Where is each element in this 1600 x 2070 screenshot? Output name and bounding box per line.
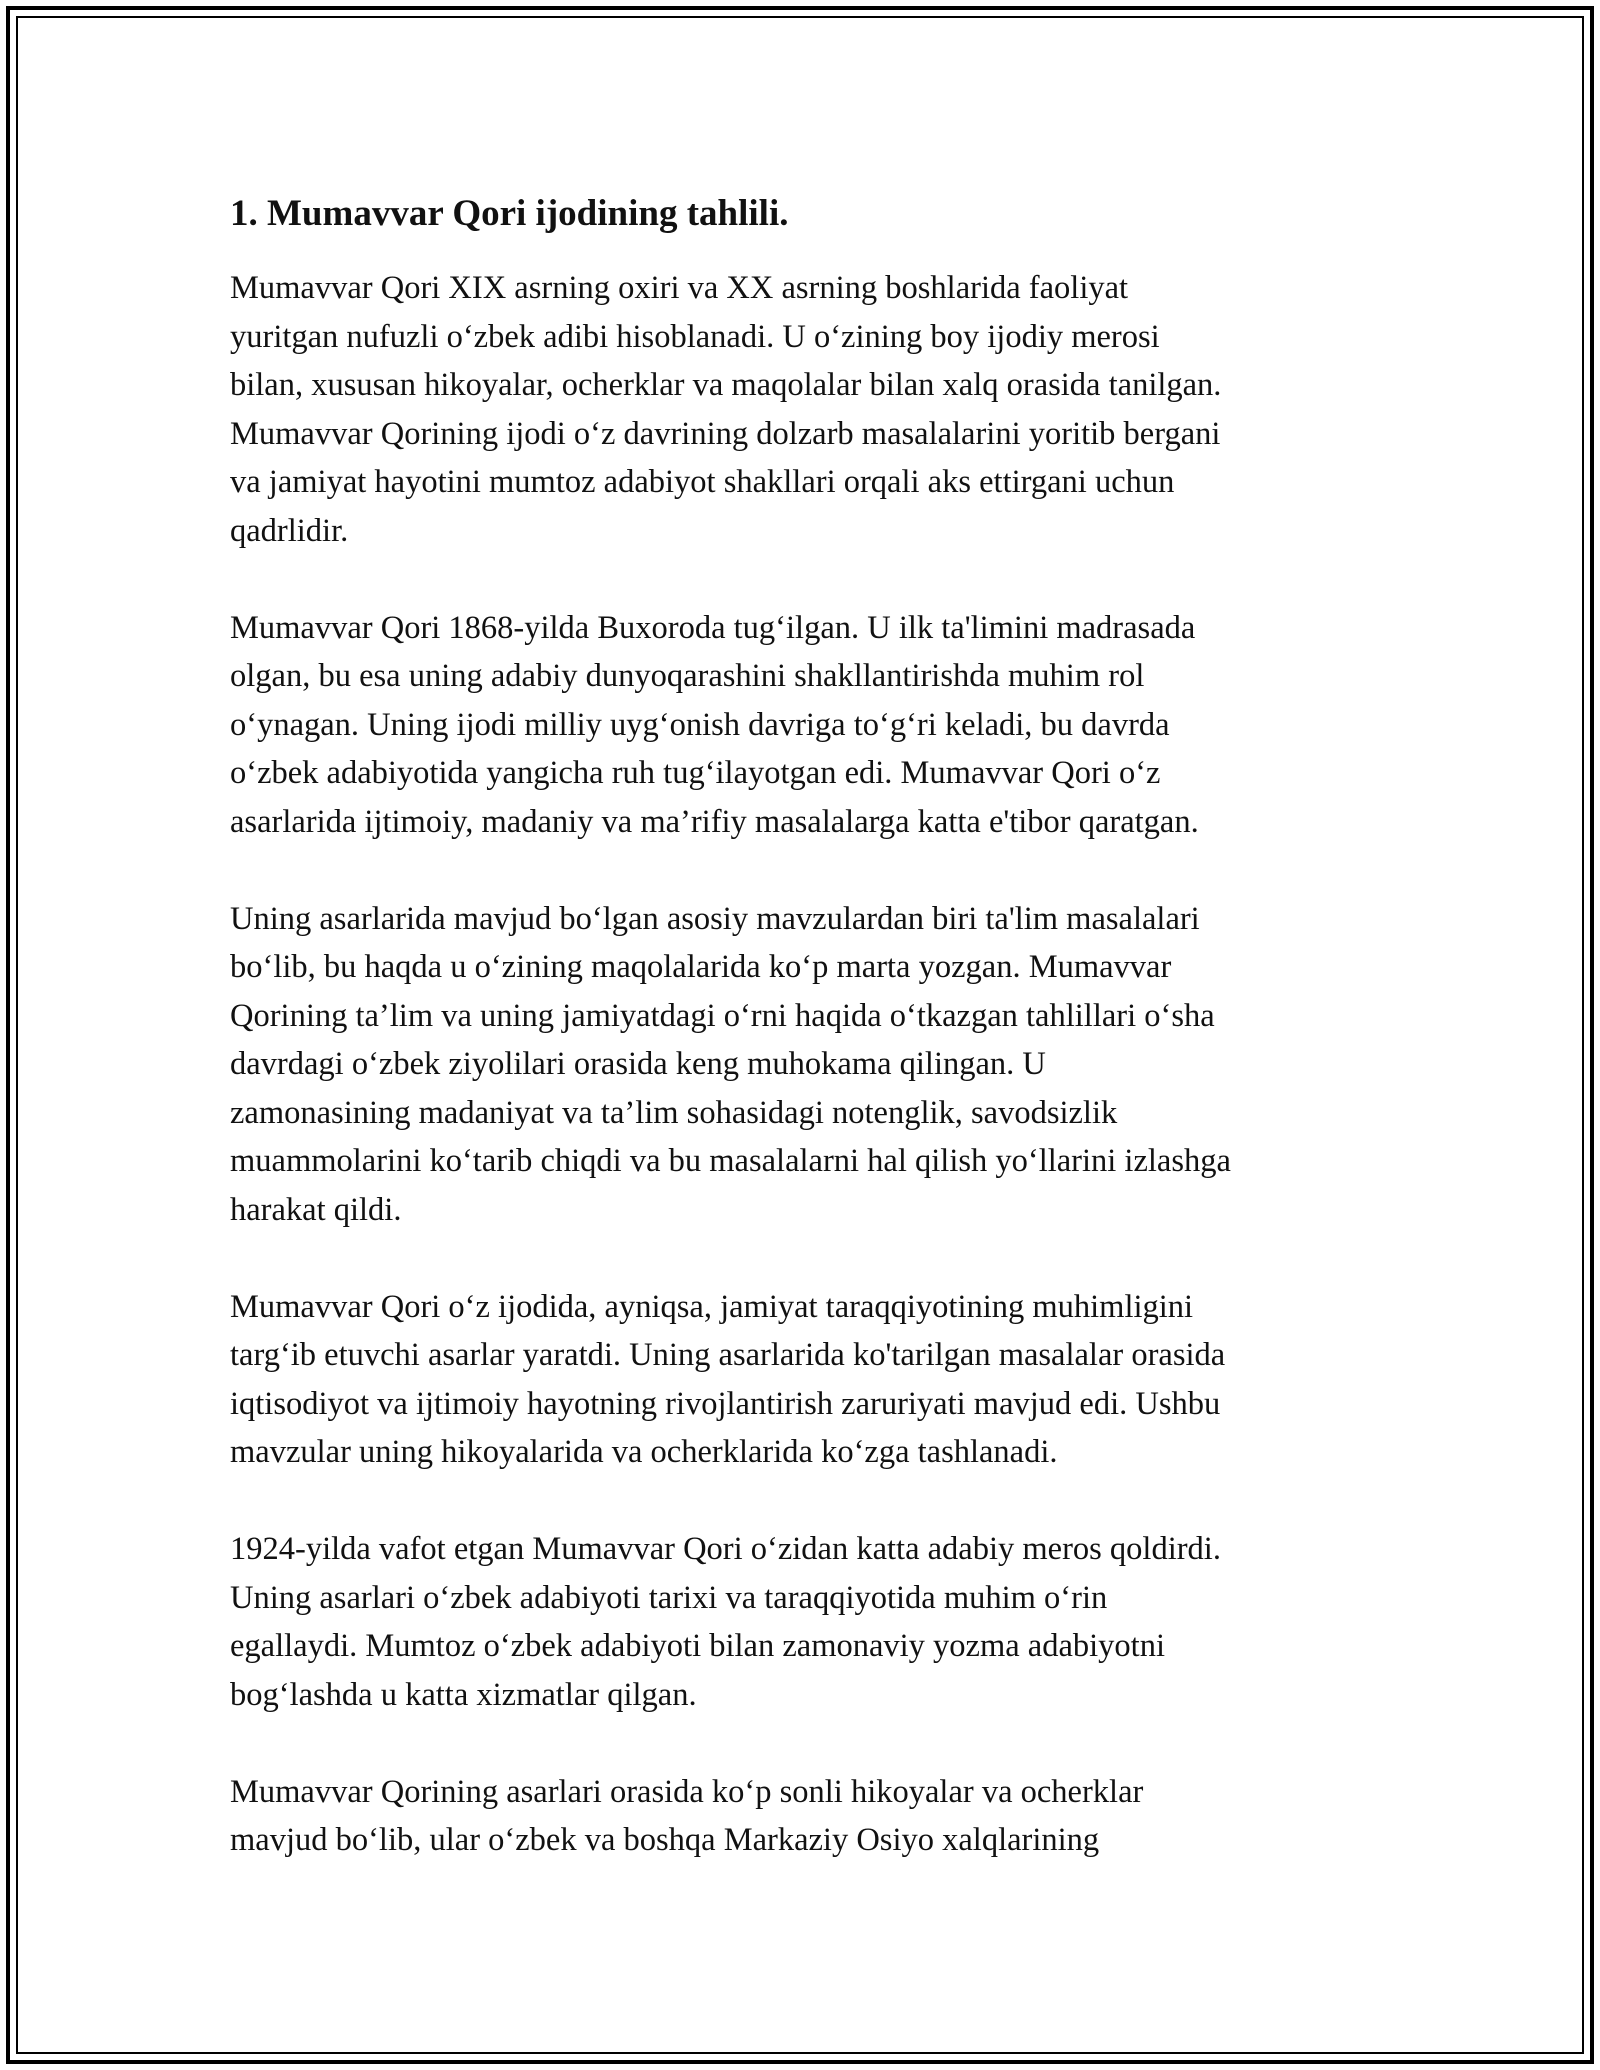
paragraph-3: Uning asarlarida mavjud bo‘lgan asosiy mavzulardan biri ta'lim masalalari bo‘lib, bu haqda u o‘zining maqolalarida ko‘p marta yozgan. Mumavvar Qorining ta’lim va uning jamiyatdagi o‘rni haqida o‘tkazgan tahlillari o‘sha davrdagi o‘zbek ziyolilari orasida keng muhokama qilingan. U zamonasining madaniyat va ta’lim sohasidagi notenglik, savodsizlik muammolarini ko‘tarib chiqdi va bu masalalarni hal qilish yo‘llarini izlashga harakat qildi. xyxy=(230,900,1231,1228)
paragraph-5: 1924-yilda vafot etgan Mumavvar Qori o‘zidan katta adabiy meros qoldirdi. Uning asarlari o‘zbek adabiyoti tarixi va taraqqiyotida muhim o‘rin egallaydi. Mumtoz o‘zbek adabiyoti bilan zamonaviy yozma adabiyotni bog‘lashda u katta xizmatlar qilgan. xyxy=(230,1531,1221,1713)
paragraph-1: Mumavvar Qori XIX asrning oxiri va XX asrning boshlarida faoliyat yuritgan nufuzli o‘zbek adibi hisoblanadi. U o‘zining boy ijodiy merosi bilan, xususan hikoyalar, ocherklar va maqolalar bilan xalq orasida tanilgan. Mumavvar Qorining ijodi o‘z davrining dolzarb masalalarini yoritib bergani va jamiyat hayotini mumtoz adabiyot shakllari orqali aks ettirgani uchun qadrlidir. xyxy=(230,270,1222,549)
paragraph-2: Mumavvar Qori 1868-yilda Buxoroda tug‘ilgan. U ilk ta'limini madrasada olgan, bu esa uning adabiy dunyoqarashini shakllantirishda muhim rol o‘ynagan. Uning ijodi milliy uyg‘onish davriga to‘g‘ri keladi, bu davrda o‘zbek adabiyotida yangicha ruh tug‘ilayotgan edi. Mumavvar Qori o‘z asarlarida ijtimoiy, madaniy va ma’rifiy masalalarga katta e'tibor qaratgan. xyxy=(230,609,1199,840)
document-body xyxy=(230,188,1390,1913)
paragraph-6: Mumavvar Qorining asarlari orasida ko‘p sonli hikoyalar va ocherklar mavjud bo‘lib, ular o‘zbek va boshqa Markaziy Osiyo xalqlarining xyxy=(230,1773,1144,1858)
section-heading: 1. Mumavvar Qori ijodining tahlili. xyxy=(230,193,789,234)
paragraph-4: Mumavvar Qori o‘z ijodida, ayniqsa, jamiyat taraqqiyotining muhimligini targ‘ib etuvchi asarlar yaratdi. Uning asarlarida ko'tarilgan masalalar orasida iqtisodiyot va ijtimoiy hayotning rivojlantirish zaruriyati mavjud edi. Ushbu mavzular uning hikoyalarida va ocherklarida ko‘zga tashlanadi. xyxy=(230,1288,1226,1470)
